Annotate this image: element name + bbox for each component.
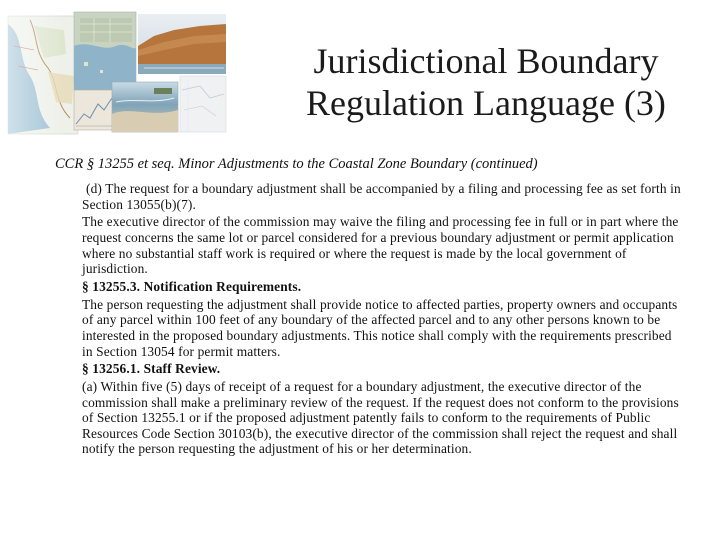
collage-graphic — [4, 6, 230, 154]
coastal-image-collage — [4, 6, 230, 154]
beach-photo-image — [112, 82, 178, 132]
paper-map-image — [180, 76, 226, 132]
paragraph-filing-fee: (d) The request for a boundary adjustment shall be accompanied by a filing and processing fee as set forth in Section 13055(b)(7). — [82, 181, 681, 212]
section-heading-staff-review: § 13256.1. Staff Review. — [82, 361, 221, 377]
paragraph-notification: The person requesting the adjustment shall provide notice to affected parties, property owners and occupants of any parcel within 100 feet of any boundary of the affected parcel and to any other persons known to be interested in the proposed boundary adjustments. This notice shall comply with the requirements prescribed in Section 13054 for permit matters. — [82, 296, 678, 359]
slide-title — [296, 40, 676, 124]
paragraph-staff-review: (a) Within five (5) days of receipt of a request for a boundary adjustment, the executive director of the commission shall make a preliminary review of the request. If the request does not conform to the provisions of Section 13255.1 or if the proposed adjustment patently fails to conform to the requirements of Public Resources Code Section 30103(b), the executive director of the commission shall reject the request and shall notify the person requesting the adjustment of his or her determination. — [82, 379, 679, 457]
paragraph-fee-waiver: The executive director of the commission may waive the filing and processing fee in full or in part where the request concerns the same lot or parcel considered for a previous boundary adjustment or permit application where no substantial staff work is required or where the request is made by the local government of jurisdiction. — [82, 214, 679, 277]
slide-title-line-1: Jurisdictional Boundary — [313, 41, 659, 81]
slide-title-line-2: Regulation Language (3) — [306, 83, 666, 123]
regulation-subheading: CCR § 13255 et seq. Minor Adjustments to the Coastal Zone Boundary (continued) — [55, 156, 538, 172]
cliff-photo-image — [138, 14, 226, 74]
section-heading-notification: § 13255.3. Notification Requirements. — [82, 278, 302, 294]
chart-panel-image — [74, 90, 114, 130]
regulation-text — [82, 181, 682, 459]
aerial-map-image — [74, 12, 136, 90]
